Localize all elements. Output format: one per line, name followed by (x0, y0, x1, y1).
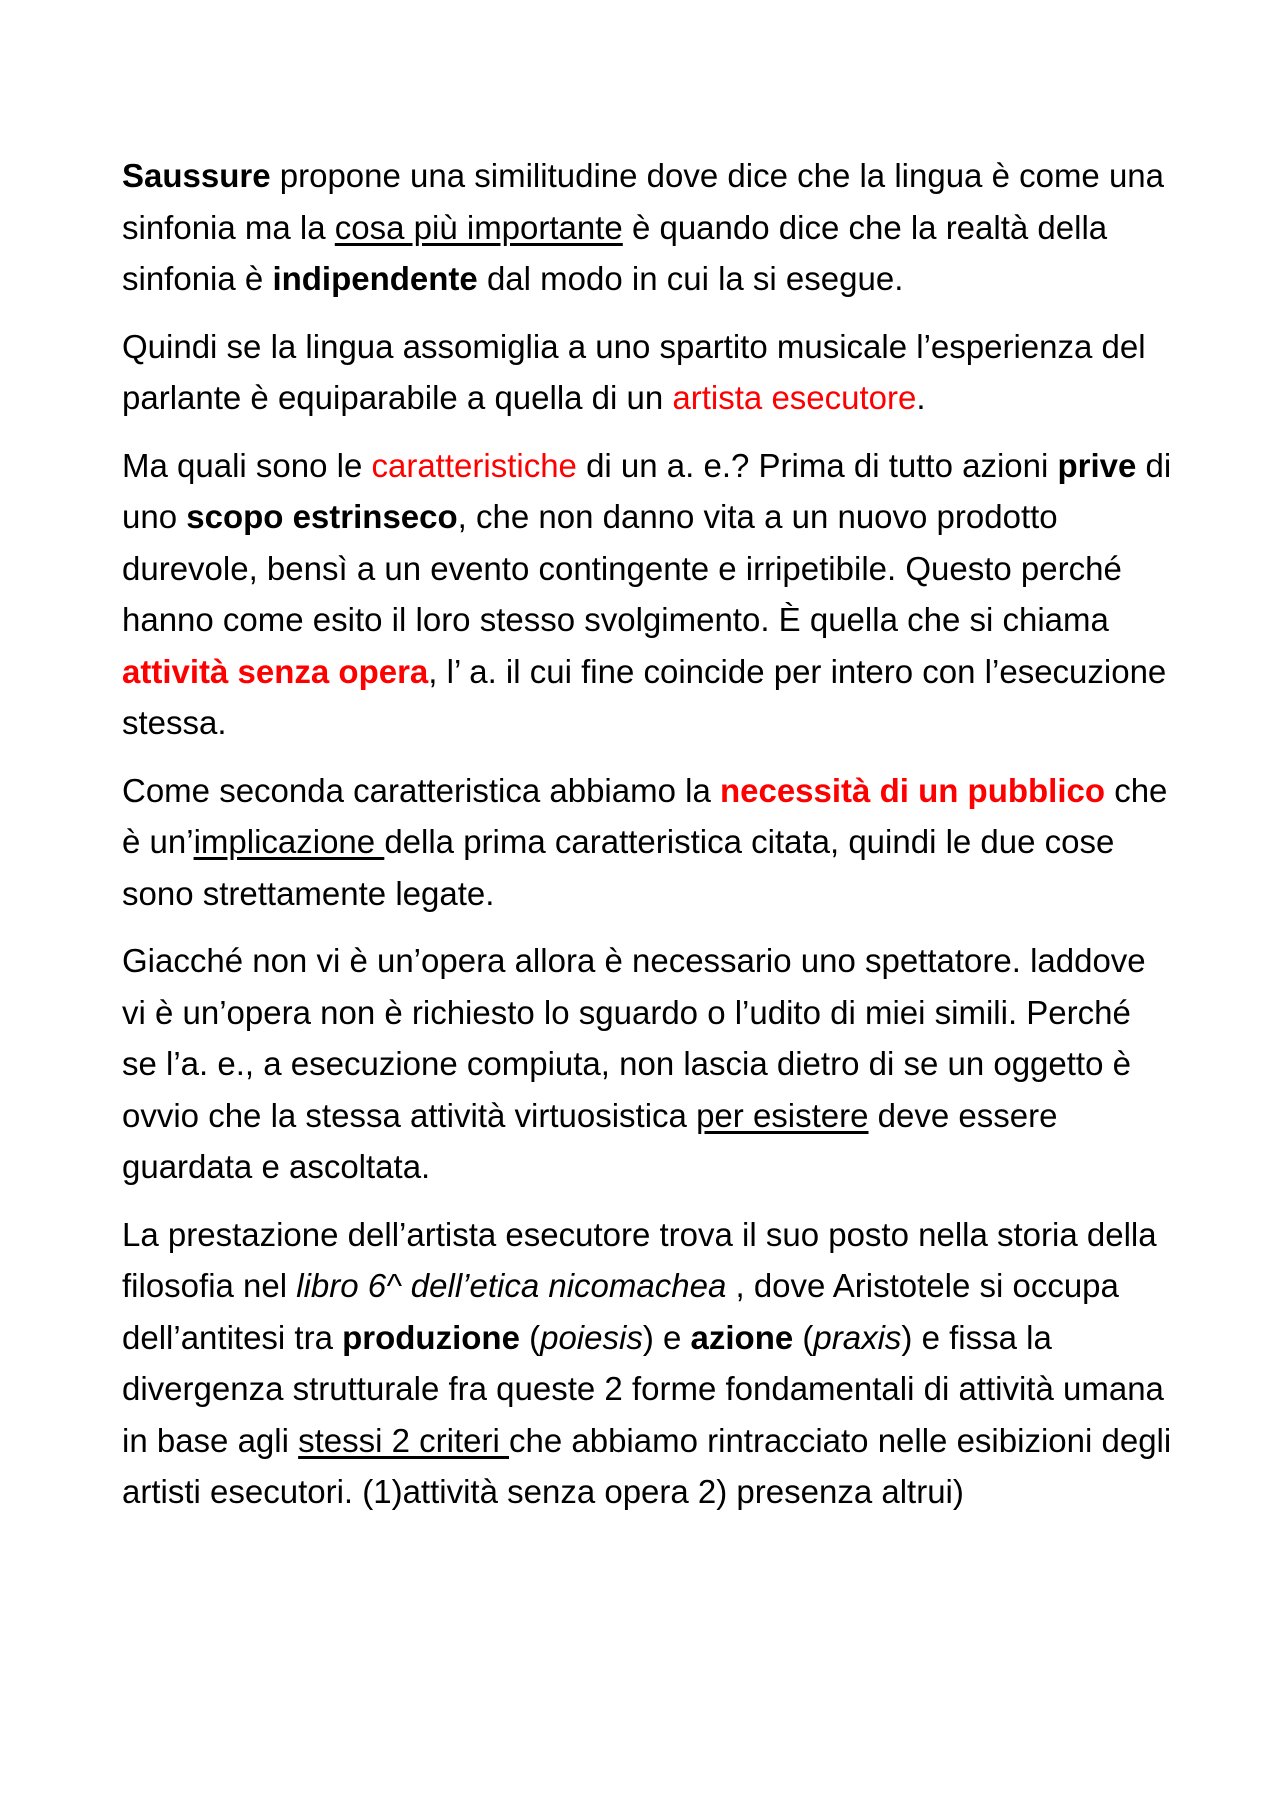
text-run: dal modo in cui la si esegue. (477, 260, 904, 297)
paragraph (122, 935, 1172, 1193)
text-run: attività senza opera (122, 652, 429, 690)
text-run: prive (1057, 446, 1137, 484)
text-run: Come seconda caratteristica abbiamo la (122, 771, 720, 809)
text-run: Quindi se la lingua assomiglia a uno spartito musicale l’esperienza del parlante è equiparabile a quella di un (122, 327, 1146, 416)
text-run: cosa più importante (334, 208, 623, 246)
paragraph (122, 321, 1172, 424)
text-run: caratteristiche (371, 446, 577, 484)
text-run: La prestazione dell’artista esecutore trova il suo posto nella storia della filosofia nel (122, 1215, 1157, 1304)
document-page (122, 150, 1172, 1534)
text-run: praxis (813, 1318, 902, 1356)
text-run: ( (793, 1318, 814, 1356)
text-run: per esistere (696, 1096, 869, 1134)
text-run: Giacché non vi è un’opera allora è necessario uno spettatore. laddove vi è un’opera non è richiesto lo sguardo o l’udito di miei simili. Perché se l’a. e., a esecuzione compiuta, non lascia dietro di se un oggetto è ovvio che la stessa attività virtuosistica (122, 942, 1146, 1134)
text-run: propone una similitudine dove dice che la lingua è come una sinfonia ma la (122, 157, 1165, 246)
text-run: poiesis (540, 1318, 643, 1356)
text-run: . (916, 379, 926, 416)
text-run: che è un’ (122, 771, 1168, 860)
text-run: artista esecutore (672, 379, 917, 416)
text-run: , l’ a. il cui fine coincide per intero con l’esecuzione stessa. (122, 652, 1167, 741)
text-run: Ma quali sono le (122, 446, 372, 484)
text-run: , che non danno vita a un nuovo prodotto durevole, bensì a un evento contingente e irripetibile. Questo perché hanno come esito il loro stesso svolgimento. È quella che si chiama (122, 498, 1122, 638)
paragraph (122, 150, 1172, 305)
text-run: scopo estrinseco (186, 498, 458, 535)
text-run: ) e (642, 1318, 691, 1356)
text-run: implicazione (193, 823, 385, 860)
text-run: stessi 2 criteri (298, 1421, 509, 1459)
text-run: è quando dice che la realtà della sinfonia è (122, 208, 1108, 297)
paragraph (122, 440, 1172, 749)
text-run: libro 6^ dell’etica nicomachea (296, 1267, 727, 1304)
text-run: ( (519, 1318, 541, 1356)
text-run: indipendente (272, 260, 478, 297)
text-run: che abbiamo rintracciato nelle esibizioni degli artisti esecutori. (1)attività senza opera 2) presenza altrui) (122, 1421, 1172, 1510)
text-run: di un a. e.? Prima di tutto azioni (576, 446, 1058, 484)
text-run: , dove Aristotele si occupa dell’antitesi tra (122, 1267, 1119, 1356)
paragraph (122, 1209, 1172, 1518)
text-run: della prima caratteristica citata, quindi le due cose sono strettamente legate. (122, 823, 1115, 912)
text-run: di uno (122, 446, 1172, 535)
text-run: Saussure (122, 157, 271, 194)
paragraph (122, 765, 1172, 920)
text-run: deve essere guardata e ascoltata. (122, 1096, 1058, 1185)
text-run: produzione (342, 1318, 520, 1356)
text-run: azione (690, 1318, 794, 1356)
text-run: necessità di un pubblico (719, 771, 1106, 809)
text-run: ) e fissa la divergenza strutturale fra queste 2 forme fondamentali di attività umana in base agli (122, 1318, 1164, 1459)
